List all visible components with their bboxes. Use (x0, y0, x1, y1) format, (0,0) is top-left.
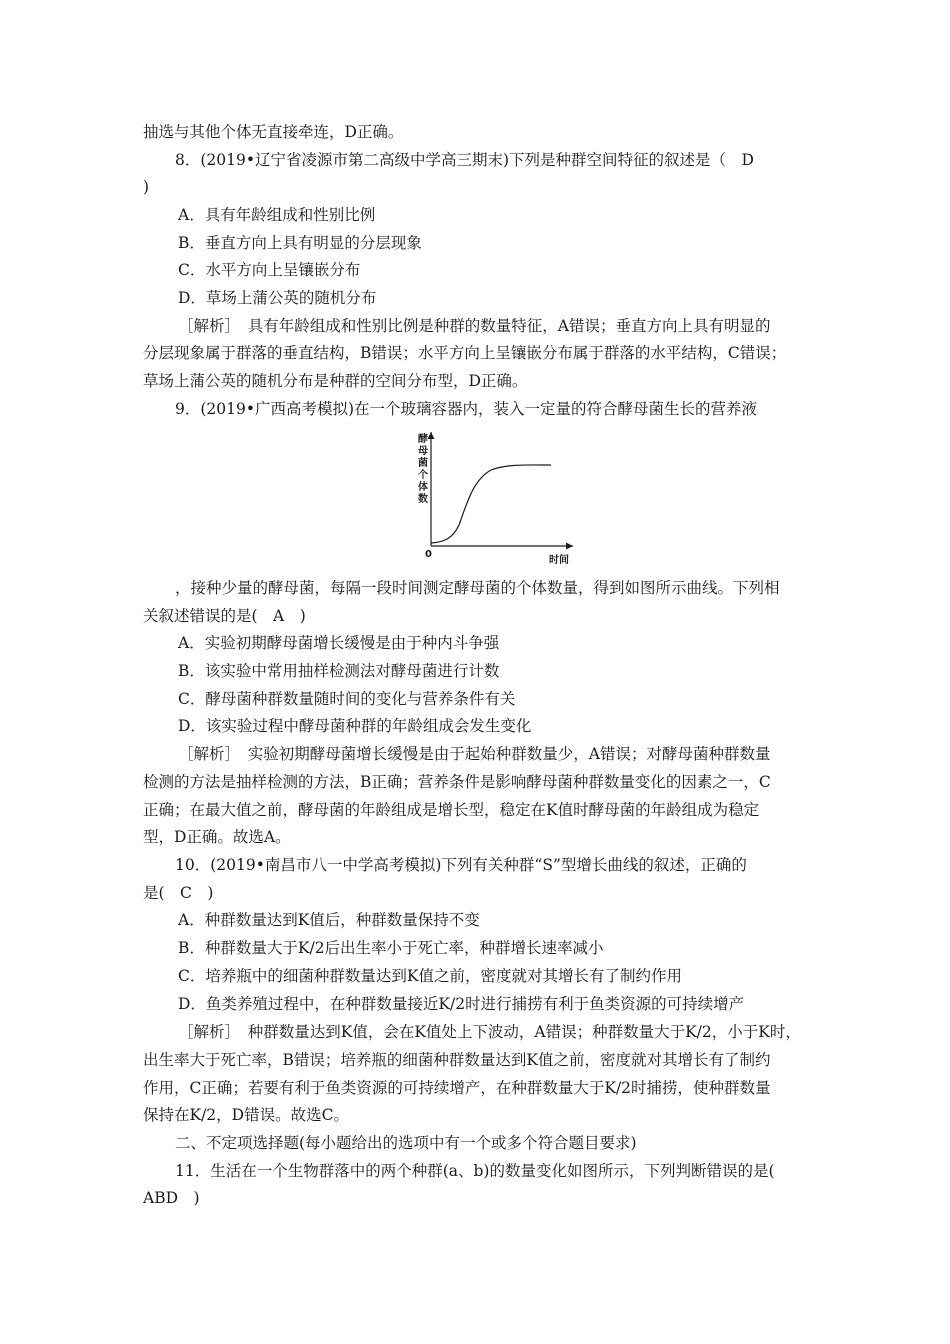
question-10-explanation-2: 出生率大于死亡率，B错误；培养瓶的细菌种群数量达到K值之前，密度就对其增长有了制约 (143, 1051, 771, 1069)
question-9-explanation-3: 正确；在最大值之前，酵母菌的年龄组成是增长型，稳定在K值时酵母菌的年龄组成为稳定 (143, 801, 760, 819)
y-label-char: 数 (418, 494, 428, 505)
question-10-explanation-1: ［解析］ 种群数量达到K值，会在K值处上下波动，A错误；种群数量大于K/2，小于K时， (178, 1023, 801, 1041)
yeast-growth-figure (415, 428, 580, 568)
question-9-stem-2: ，接种少量的酵母菌，每隔一段时间测定酵母菌的个体数量，得到如图所示曲线。下列相 (175, 579, 780, 597)
question-9-option-d: D．该实验过程中酵母菌种群的年龄组成会发生变化 (178, 717, 532, 735)
question-11-stem-end: ABD ) (143, 1189, 200, 1207)
question-8-option-c: C．水平方向上呈镶嵌分布 (178, 261, 361, 279)
question-8-explanation-3: 草场上蒲公英的随机分布是种群的空间分布型，D正确。 (143, 372, 528, 390)
question-9-option-b: B．该实验中常用抽样检测法对酵母菌进行计数 (178, 662, 500, 680)
question-8-option-d: D．草场上蒲公英的随机分布 (178, 289, 377, 307)
section-heading: 二、不定项选择题(每小题给出的选项中有一个或多个符合题目要求) (175, 1134, 637, 1152)
question-9-explanation-2: 检测的方法是抽样检测的方法，B正确；营养条件是影响酵母菌种群数量变化的因素之一，C (143, 773, 771, 791)
question-9-stem: 9．(2019•广西高考模拟)在一个玻璃容器内，装入一定量的符合酵母菌生长的营养液 (175, 400, 758, 418)
question-10-option-a: A．种群数量达到K值后，种群数量保持不变 (178, 911, 480, 929)
line-0: 抽选与其他个体无直接牵连，D正确。 (143, 123, 404, 141)
question-10-option-b: B．种群数量大于K/2后出生率小于死亡率，种群增长速率减小 (178, 939, 604, 957)
yeast-growth-chart (415, 428, 580, 568)
question-9-option-a: A．实验初期酵母菌增长缓慢是由于种内斗争强 (178, 634, 500, 652)
y-label-char: 体 (418, 482, 428, 493)
y-label-char: 酵 (418, 434, 428, 445)
question-9-explanation-4: 型，D正确。故选A。 (143, 828, 291, 846)
y-label-char: 菌 (418, 458, 428, 469)
question-8-option-a: A．具有年龄组成和性别比例 (178, 206, 376, 224)
question-11-stem: 11．生活在一个生物群落中的两个种群(a、b)的数量变化如图所示，下列判断错误的是( (175, 1162, 775, 1180)
question-9-explanation-1: ［解析］ 实验初期酵母菌增长缓慢是由于起始种群数量少，A错误；对酵母菌种群数量 (178, 745, 771, 763)
question-10-explanation-3: 作用，C正确；若要有利于鱼类资源的可持续增产，在种群数量大于K/2时捕捞，使种群数量 (143, 1079, 771, 1097)
question-8-stem-end: ) (143, 178, 150, 196)
question-9-stem-3: 关叙述错误的是( A ) (143, 607, 306, 625)
question-8-stem: 8．(2019•辽宁省凌源市第二高级中学高三期末)下列是种群空间特征的叙述是（ D (175, 151, 754, 169)
growth-curve (431, 465, 551, 543)
y-label-char: 个 (418, 470, 428, 481)
question-10-explanation-4: 保持在K/2，D错误。故选C。 (143, 1106, 349, 1124)
question-10-option-d: D．鱼类养殖过程中，在种群数量接近K/2时进行捕捞有利于鱼类资源的可持续增产 (178, 995, 745, 1013)
origin-label: 0 (425, 549, 432, 560)
question-8-explanation-2: 分层现象属于群落的垂直结构，B错误；水平方向上呈镶嵌分布属于群落的水平结构，C错误； (143, 344, 787, 362)
question-10-stem: 10．(2019•南昌市八一中学高考模拟)下列有关种群“S”型增长曲线的叙述，正确的 (175, 856, 747, 874)
question-10-option-c: C．培养瓶中的细菌种群数量达到K值之前，密度就对其增长有了制约作用 (178, 967, 682, 985)
question-8-option-b: B．垂直方向上具有明显的分层现象 (178, 234, 422, 252)
x-axis-label: 时间 (549, 555, 569, 566)
question-9-option-c: C．酵母菌种群数量随时间的变化与营养条件有关 (178, 690, 516, 708)
question-10-stem-end: 是( C ) (143, 884, 214, 902)
y-label-char: 母 (418, 446, 428, 457)
question-8-explanation-1: ［解析］ 具有年龄组成和性别比例是种群的数量特征，A错误；垂直方向上具有明显的 (178, 317, 771, 335)
